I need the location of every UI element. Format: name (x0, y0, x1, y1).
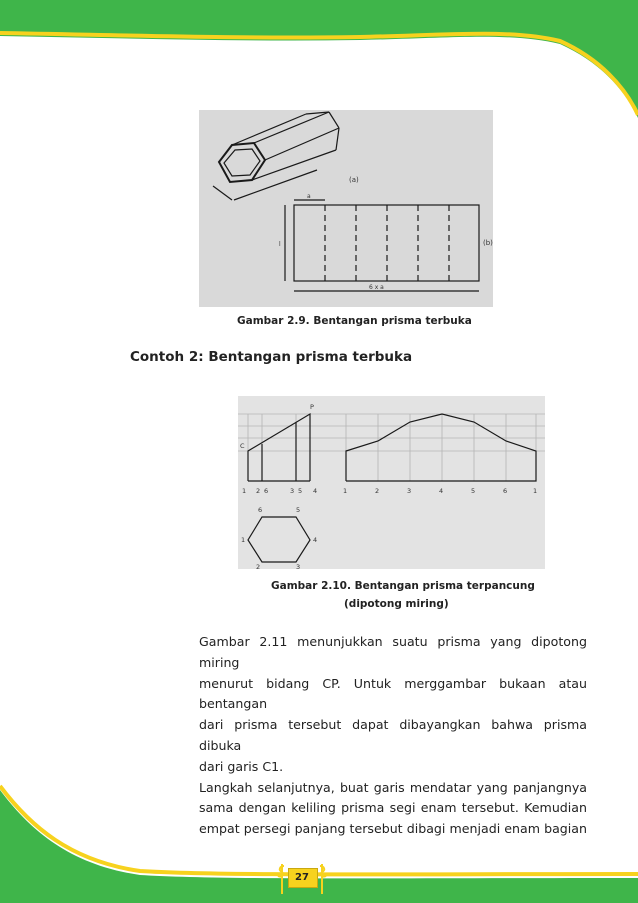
page-number: 27 (295, 872, 309, 883)
svg-text:4: 4 (439, 487, 444, 495)
paragraph-line: dari garis C1. (199, 758, 284, 774)
top-green-border (0, 0, 638, 120)
svg-text:3: 3 (407, 487, 412, 495)
svg-text:4: 4 (313, 536, 318, 544)
paragraph-line: empat persegi panjang tersebut dibagi menjadi enam bagian (199, 821, 587, 837)
svg-text:(b): (b) (483, 239, 493, 247)
svg-text:5: 5 (298, 487, 303, 495)
paragraph-line: dari prisma tersebut dapat dibayangkan bahwa prisma dibuka (199, 717, 587, 753)
svg-text:3: 3 (290, 487, 295, 495)
svg-text:1: 1 (343, 487, 348, 495)
figure-2-caption-line2: (dipotong miring) (344, 598, 449, 610)
section-heading: Contoh 2: Bentangan prisma terbuka (130, 349, 413, 365)
svg-text:4: 4 (313, 487, 318, 495)
svg-text:6 x a: 6 x a (369, 284, 384, 291)
figure-truncated-prism (238, 396, 545, 569)
svg-text:5: 5 (296, 506, 301, 514)
svg-text:2: 2 (375, 487, 380, 495)
svg-text:P: P (310, 403, 314, 411)
figure-2-caption-line1: Gambar 2.10. Bentangan prisma terpancung (271, 580, 535, 592)
svg-text:6: 6 (258, 506, 263, 514)
svg-text:a: a (307, 193, 311, 200)
svg-text:3: 3 (296, 563, 301, 569)
svg-text:6: 6 (264, 487, 269, 495)
svg-text:l: l (279, 241, 281, 248)
body-paragraph (199, 632, 587, 840)
svg-text:1: 1 (533, 487, 538, 495)
figure-1-caption: Gambar 2.9. Bentangan prisma terbuka (237, 315, 472, 327)
svg-text:(a): (a) (349, 176, 359, 184)
paragraph-line: Gambar 2.11 menunjukkan suatu prisma yang dipotong miring (199, 634, 587, 670)
svg-text:2: 2 (256, 487, 261, 495)
svg-text:C: C (240, 442, 245, 450)
figure-open-prism (199, 110, 493, 307)
paragraph-line: sama dengan keliling prisma segi enam tersebut. Kemudian (199, 800, 587, 816)
paragraph-line: menurut bidang CP. Untuk merggambar bukaan atau bentangan (199, 675, 587, 712)
paragraph-line: Langkah selanjutnya, buat garis mendatar yang panjangnya (199, 779, 587, 795)
svg-text:1: 1 (242, 487, 247, 495)
svg-text:2: 2 (256, 563, 261, 569)
svg-text:1: 1 (241, 536, 246, 544)
svg-text:5: 5 (471, 487, 476, 495)
svg-text:6: 6 (503, 487, 508, 495)
